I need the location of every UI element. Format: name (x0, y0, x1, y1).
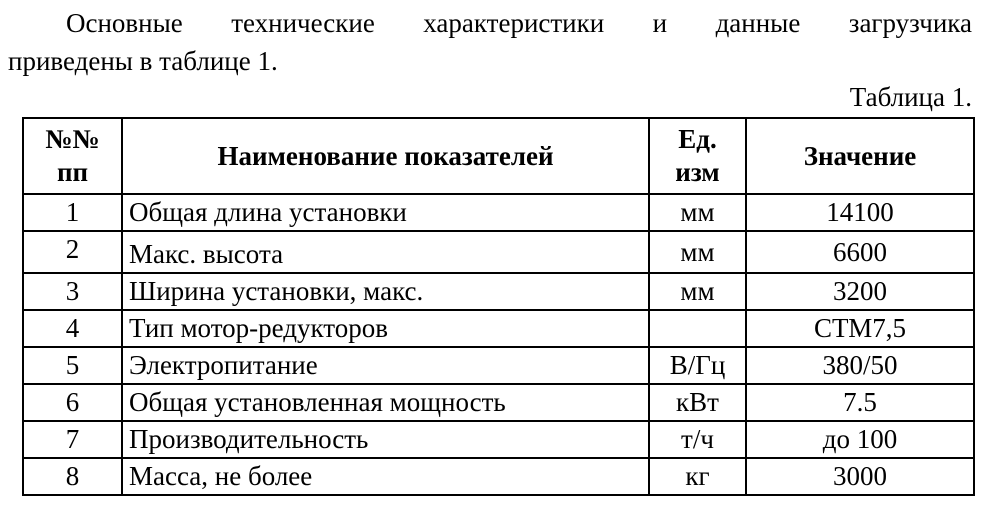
row-unit: кВт (649, 384, 746, 421)
table-row (23, 421, 974, 458)
row-name: Масса, не более (122, 458, 649, 495)
row-unit: мм (649, 194, 746, 231)
table-row (23, 310, 974, 347)
row-value: 6600 (746, 231, 974, 273)
header-unit-line-1: Ед. (678, 124, 717, 154)
header-value: Значение (746, 118, 974, 194)
header-num-line-1: №№ (45, 124, 100, 154)
row-value: 7.5 (746, 384, 974, 421)
header-num (23, 118, 122, 194)
table-row (23, 273, 974, 310)
intro-paragraph (8, 4, 972, 80)
table-header-row (23, 118, 974, 194)
row-unit: мм (649, 273, 746, 310)
row-name: Общая длина установки (122, 194, 649, 231)
row-name: Электропитание (122, 347, 649, 384)
row-num: 2 (23, 231, 122, 273)
table-row (23, 347, 974, 384)
row-num: 3 (23, 273, 122, 310)
row-num: 6 (23, 384, 122, 421)
row-name: Тип мотор-редукторов (122, 310, 649, 347)
table-caption: Таблица 1. (849, 82, 972, 112)
row-unit: В/Гц (649, 347, 746, 384)
row-num: 8 (23, 458, 122, 495)
row-value: 14100 (746, 194, 974, 231)
row-name: Общая установленная мощность (122, 384, 649, 421)
row-unit: т/ч (649, 421, 746, 458)
row-name: Макс. высота (122, 231, 649, 273)
row-value: 380/50 (746, 347, 974, 384)
row-value: 3000 (746, 458, 974, 495)
row-num: 1 (23, 194, 122, 231)
header-unit-line-2: изм (675, 157, 720, 187)
row-name: Ширина установки, макс. (122, 273, 649, 310)
specs-table (22, 117, 975, 496)
row-unit: кг (649, 458, 746, 495)
intro-line-1: Основные технические характеристики и данные загрузчика (66, 8, 972, 38)
row-unit (649, 310, 746, 347)
intro-line-2: приведены в таблице 1. (8, 46, 278, 76)
table-row (23, 231, 974, 273)
table-row (23, 194, 974, 231)
row-num: 7 (23, 421, 122, 458)
table-row (23, 384, 974, 421)
row-value: СТМ7,5 (746, 310, 974, 347)
row-value: до 100 (746, 421, 974, 458)
row-num: 4 (23, 310, 122, 347)
row-unit: мм (649, 231, 746, 273)
row-num: 5 (23, 347, 122, 384)
header-num-line-2: пп (56, 157, 89, 187)
row-value: 3200 (746, 273, 974, 310)
table-row (23, 458, 974, 495)
header-unit (649, 118, 746, 194)
row-name: Производительность (122, 421, 649, 458)
header-name: Наименование показателей (122, 118, 649, 194)
